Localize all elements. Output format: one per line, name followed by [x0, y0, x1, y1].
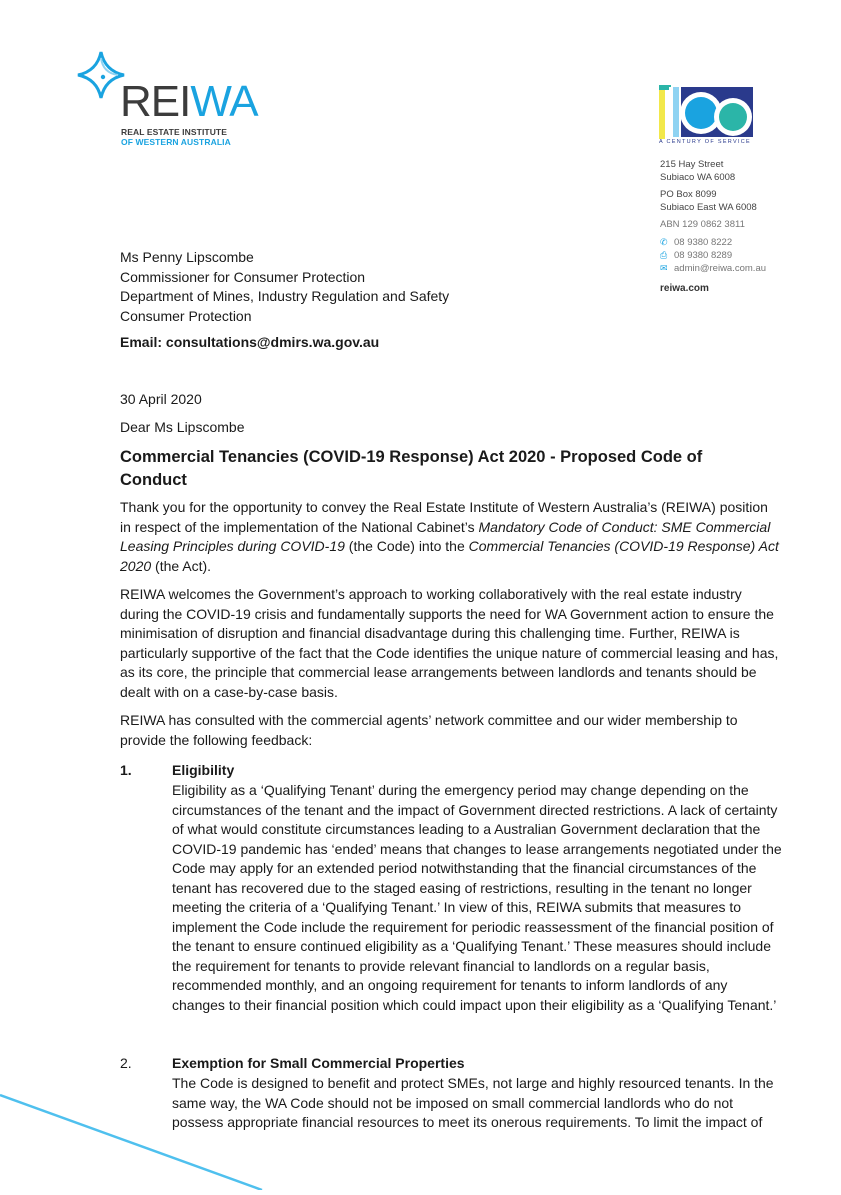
fax-icon: ⎙	[660, 250, 668, 260]
paragraph-consultation: REIWA has consulted with the commercial agents’ network committee and our wider membership to provide the following feedback:	[120, 712, 738, 748]
item-number: 1.	[120, 762, 132, 778]
email-line	[660, 262, 766, 275]
paragraph-welcome: REIWA welcomes the Government’s approach to working collaboratively with the real estate industry during the COVID-19 crisis and fundamentally supports the need for WA Government action to ensure the minimisation of disruption and financial disadvantage during this challenging time. Further, REIWA is particularly supportive of the fact that the Code identifies the unique nature of commercial leasing and has, as its core, the principle that commercial lease arrangements between landlords and tenants should be dealt with on a case-by-case basis.	[120, 586, 779, 700]
logo-subtitle-line1: REAL ESTATE INSTITUTE	[121, 127, 227, 137]
item-number: 2.	[120, 1055, 132, 1071]
decorative-blue-line	[0, 1090, 300, 1190]
paragraph-intro: Thank you for the opportunity to convey the Real Estate Institute of Western Australia’s (REIWA) position in respect of the implementation of the National Cabinet’s Mandatory Code of Conduct: SME Commercial Leasing Principles during COVID-19 (the Code) into the Commercial Tenancies (COVID-19 Response) Act 2020 (the Act).	[120, 499, 779, 574]
email-icon: ✉	[660, 263, 668, 273]
recipient-email[interactable]: Email: consultations@dmirs.wa.gov.au	[120, 334, 380, 350]
salutation: Dear Ms Lipscombe	[120, 419, 245, 435]
century-of-service-logo	[659, 85, 755, 143]
phone-icon: ✆	[660, 237, 668, 247]
recipient-department: Department of Mines, Industry Regulation and Safety	[120, 288, 450, 304]
website-link[interactable]: reiwa.com	[660, 283, 709, 294]
recipient-title: Commissioner for Consumer Protection	[120, 268, 366, 285]
item-body-exemption: The Code is designed to benefit and protect SMEs, not large and highly resourced tenants. In the same way, the WA Code should not be imposed on small commercial landlords who do not possess appropriate financial resources to meet its onerous requirements. To limit the impact of	[172, 1075, 774, 1130]
abn: ABN 129 0862 3811	[660, 219, 745, 230]
reiwa-star-icon	[76, 50, 126, 100]
item-title-exemption: Exemption for Small Commercial Properties	[172, 1055, 465, 1071]
item-title-eligibility: Eligibility	[172, 762, 235, 778]
recipient-name: Ms Penny Lipscombe	[120, 249, 254, 265]
recipient-block	[120, 248, 449, 326]
reiwa-logo-wordmark: REIWA	[120, 77, 258, 126]
phone-line: ✆ 08 9380 8222	[660, 237, 733, 248]
century-caption: A CENTURY OF SERVICE	[659, 139, 752, 145]
po-box-address: PO Box 8099 Subiaco East WA 6008	[660, 189, 757, 213]
letter-subject: Commercial Tenancies (COVID-19 Response) Act 2020 - Proposed Code of Conduct	[120, 448, 703, 489]
street-address: 215 Hay Street Subiaco WA 6008	[660, 159, 736, 183]
logo-subtitle-line2: OF WESTERN AUSTRALIA	[121, 137, 231, 147]
fax-line: ⎙ 08 9380 8289	[660, 250, 733, 261]
letter-date: 30 April 2020	[120, 391, 202, 407]
recipient-division: Consumer Protection	[120, 307, 252, 324]
contact-email-link[interactable]: admin@reiwa.com.au	[674, 263, 767, 274]
item-body-eligibility: Eligibility as a ‘Qualifying Tenant’ during the emergency period may change depending on the circumstances of the tenant and the impact of Government directed restrictions. A lack of certainty of what would constitute circumstances leading to a Australian Government declaration that the COVID-19 pandemic has ‘ended’ means that changes to lease arrangements negotiated under the Code may apply for an extended period notwithstanding that the financial circumstances of the tenant has recovered due to the staged easing of restrictions, resulting in the tenant no longer meeting the criteria of a ‘Qualifying Tenant.’ In view of this, REIWA submits that measures to implement the Code include the requirement for periodic reassessment of the financial position of the tenant to ensure continued eligibility as a ‘Qualifying Tenant.’ These measures should include the requirement for tenants to provide relevant financial to landlords on a regular basis, recommended monthly, and an ongoing requirement for tenants to inform landlords of any changes to their financial position which could impact upon their eligibility as a ‘Qualifying Tenant.’	[172, 782, 782, 1013]
